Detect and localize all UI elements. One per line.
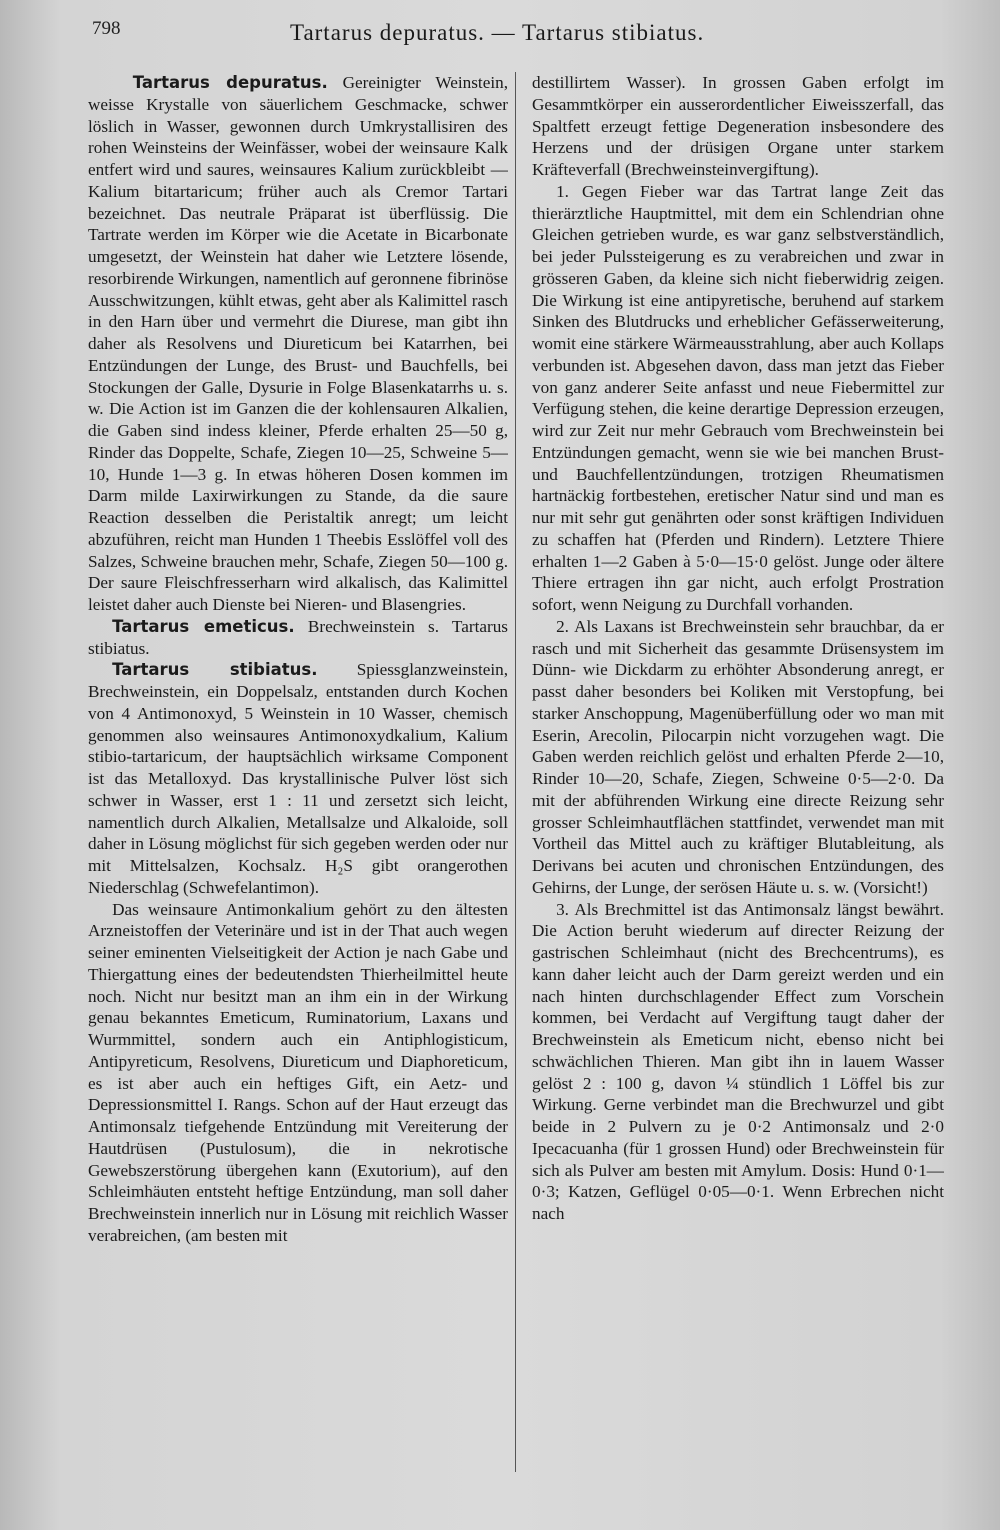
- left-column: [88, 72, 508, 1512]
- column-divider: [515, 72, 516, 1472]
- entry-tartarus-emeticus: [88, 616, 508, 660]
- paragraph: Das weinsaure Antimonkalium gehört zu den ältesten Arzneistoffen der Veterinäre und ist in der That auch wegen seiner eminenten Vielseitigkeit der Action je nach Gabe und Thiergattung eines der bedeutendsten Thierheilmittel heute noch. Nicht nur besitzt man an ihm ein in der Wirkung genau bekanntes Emeticum, Ruminatorium, Laxans und Wurmmittel, sondern auch ein Antiphlogisticum, Antipyreticum, Resolvens, Diureticum und Diaphoreticum, es ist aber auch ein heftiges Gift, ein Aetz- und Depressionsmittel I. Rangs. Schon auf der Haut erzeugt das Antimonsalz tiefgehende Entzündung mit Vereiterung der Hautdrüsen (Pustulosum), die in nekrotische Gewebszerstörung übergehen kann (Exutorium), auf den Schleimhäuten entsteht heftige Entzündung, man soll daher Brechweinstein innerlich nur in Lösung mit reichlich Wasser verabreichen, (am besten mit: [88, 899, 508, 1245]
- entry-tartarus-depuratus: [88, 72, 508, 616]
- page-header: [0, 16, 1000, 56]
- entry-heading: Tartarus emeticus.: [112, 616, 295, 636]
- running-title: Tartarus depuratus. — Tartarus stibiatus.: [290, 20, 705, 45]
- entry-tartarus-stibiatus: [88, 659, 508, 898]
- entry-heading: Tartarus depuratus.: [132, 73, 328, 92]
- paragraph: 2. Als Laxans ist Brechweinstein sehr brauchbar, da er rasch und mit Sicherheit das gesammte Drüsensystem im Dünn- wie Dickdarm zu erhöhter Absonderung anregt, er passt daher besonders bei Koliken mit Verstopfung, bei starker Anschoppung, Magenüberfüllung oder wo man mit Eserin, Arecolin, Pilocarpin nicht vorzugehen wagt. Die Gaben werden reichlich gelöst und erhalten Pferde 2—10, Rinder 10—20, Schafe, Ziegen, Schweine 0·5—2·0. Da mit der abführenden Wirkung eine directe Reizung sehr grosser Schleimhautflächen stattfindet, verwendet man mit Vortheil das Mittel auch zu kräftiger Blutableitung, als Derivans bei acuten und chronischen Entzündungen, des Gehirns, der Lunge, der serösen Häute u. s. w. (Vorsicht!): [532, 616, 944, 897]
- entry-text: Gereinigter Weinstein, weisse Krystalle von säuerlichem Geschmacke, schwer löslich in Wasser, gewonnen durch Umkrystallisiren des rohen Weinsteins der Weinfässer, wobei der weinsaure Kalk entfert wird und saures, weinsaures Kalium zurückbleibt — Kalium bitartaricum; früher auch als Cremor Tartari bezeichnet. Das neutrale Präparat ist überflüssig. Die Tartrate werden im Körper wie die Acetate in Bicarbonate umgesetzt, der Weinstein hat daher wie Letztere lösende, resorbirende Wirkungen, namentlich auf geronnene fibrinöse Ausschwitzungen, kühlt etwas, geht aber als Kalimittel rasch in den Harn über und vermehrt die Diurese, man gibt ihn daher als Resolvens und Diureticum bei Katarrhen, bei Entzündungen der Lunge, des Brust- und Bauchfells, bei Stockungen der Galle, Dysurie in Folge Blasenkatarrhs u. s. w. Die Action ist im Ganzen die der kohlensauren Alkalien, die Gaben sind indess kleiner, Pferde erhalten 25—50 g, Rinder das Doppelte, Schafe, Ziegen 10—25, Schweine 5—10, Hunde 1—3 g. In etwas höheren Dosen kommen im Darm milde Laxirwirkungen zu Stande, da die saure Reaction desselben die Peristaltik anregt; um leicht abzuführen, reicht man Hunden 1 Theebis Esslöffel voll des Salzes, Schweine brauchen mehr, Schafe, Ziegen 50—100 g. Der saure Fleischfresserharn wird alkalisch, das Kalimittel leistet daher auch Dienste bei Nieren- und Blasengries.: [88, 73, 508, 614]
- entry-heading: Tartarus stibiatus.: [112, 660, 318, 680]
- paragraph: destillirtem Wasser). In grossen Gaben erfolgt im Gesammtkörper ein ausserordentlicher Eiweisszerfall, das Spaltfett erzeugt fettige Degeneration insbesondere des Herzens und der drüsigen Organe unter starkem Kräfteverfall (Brechweinsteinvergiftung).: [532, 73, 944, 179]
- paragraph: 1. Gegen Fieber war das Tartrat lange Zeit das thierärztliche Hauptmittel, mit dem ein Schlendrian ohne Gleichen getrieben wurde, es war ganz selbstverständlich, bei jeder Pulssteigerung es zu verabreichen und zwar in grösseren Gaben, da kleine sich nicht fieberwidrig zeigen. Die Wirkung ist eine antipyretische, beruhend auf starkem Sinken des Blutdrucks und erheblicher Gefässerweiterung, womit eine stärkere Wärmeausstrahlung, aber auch Kollaps verbunden ist. Abgesehen davon, dass man jetzt das Fieber von ganz anderer Seite anfasst und neue Fiebermittel zur Verfügung stehen, die keine derartige Depression erzeugen, wird zur Zeit nur mehr Gebrauch vom Brechweinstein bei Entzündungen gemacht, wenn sie wie bei manchen Brust- und Bauchfellentzündungen, trotzigen Rheumatismen hartnäckig fortbestehen, eretischer Natur sind und man es nur mit sehr gut genährten oder sonst kräftigen Individuen zu schaffen hat (Pferden und Rindern). Letztere Thiere erhalten 1—2 Gaben à 5·0—15·0 gelöst. Junge oder ältere Thiere ertragen ihn gar nicht, auch erfolgt Prostration sofort, wenn Neigung zu Durchfall vorhanden.: [532, 181, 944, 614]
- right-column: [532, 72, 944, 1512]
- paragraph: 3. Als Brechmittel ist das Antimonsalz längst bewährt. Die Action beruht wiederum auf directer Reizung der gastrischen Schleimhaut (nicht des Brechcentrums), es kann daher leicht auch der Darm gereizt werden und ein nach hinten durchschlagender Effect zum Vorschein kommen, bei Verdacht auf Vergiftung taugt daher der Brechweinstein als Emeticum nicht, ebenso nicht bei schwächlichen Thieren. Man gibt ihn in lauem Wasser gelöst 2 : 100 g, davon ¼ stündlich 1 Löffel bis zur Wirkung. Gerne verbindet man die Brechwurzel und gibt beide in 2 Pulvern zu je 0·2 Antimonsalz und 2·0 Ipecacuanha (für 1 grossen Hund) oder Brechweinstein für sich als Pulver am besten mit Amylum. Dosis: Hund 0·1—0·3; Katzen, Geflügel 0·05—0·1. Wenn Erbrechen nicht nach: [532, 899, 944, 1223]
- entry-text: Brechweinstein s. Tartarus stibiatus.: [88, 616, 508, 658]
- page-number: 798: [92, 18, 121, 39]
- entry-text: Spiessglanzweinstein, Brechweinstein, ein Doppelsalz, entstanden durch Kochen von 4 Antimonoxyd, 5 Weinstein in 10 Wasser, chemisch genommen also weinsaures Antimonoxydkalium, Kalium stibio-tartaricum, der hauptsächlich wirksame Component ist das Metalloxyd. Das krystallinische Pulver löst sich schwer in Wasser, erst 1 : 11 und zersetzt sich leicht, namentlich durch Alkalien, Metallsalze und Alkaloide, soll daher in Lösung möglichst für sich gegeben werden oder nur mit Mittelsalzen, Kochsalz. H₂S gibt orangerothen Niederschlag (Schwefelantimon).: [88, 660, 508, 897]
